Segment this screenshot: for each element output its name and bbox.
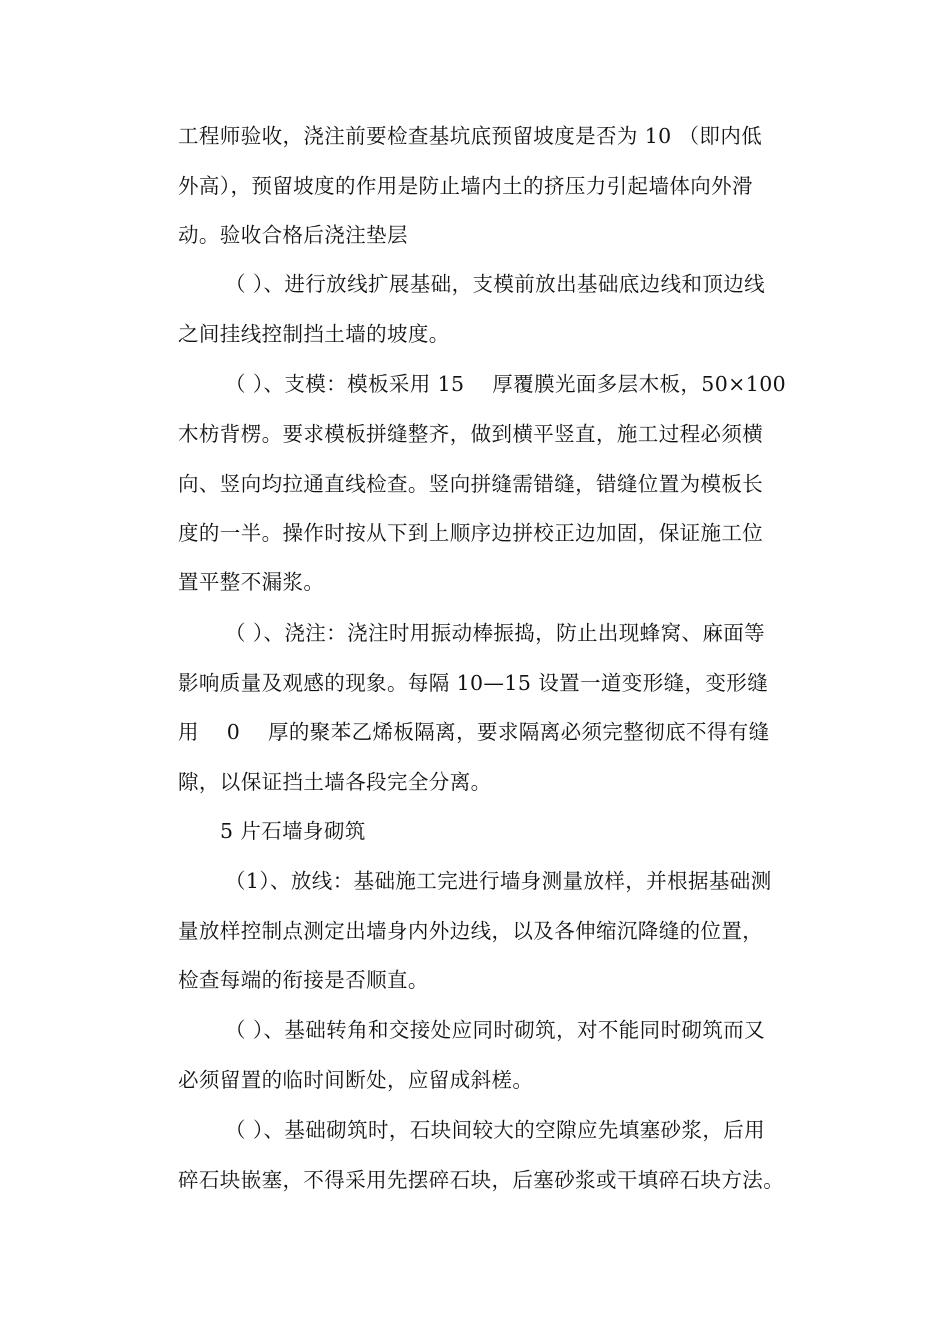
text-line: 检查每端的衔接是否顺直。 [178,968,429,992]
text-line: 动。验收合格后浇注垫层 [178,223,408,247]
text-line: 置平整不漏浆。 [178,570,325,594]
text-line: 必须留置的临时间断处，应留成斜槎。 [178,1068,534,1092]
text-line: 用 0 厚的聚苯乙烯板隔离，要求隔离必须完整彻底不得有缝 [178,720,770,744]
text-line: 外高），预留坡度的作用是防止墙内土的挤压力引起墙体向外滑 [178,174,753,198]
text-line: 影响质量及观感的现象。每隔 10—15 设置一道变形缝，变形缝 [178,671,769,695]
paragraph-start-line: （ ）、支模：模板采用 15 厚覆膜光面多层木板，50×100 [225,372,787,396]
text-line: 木枋背楞。要求模板拼缝整齐，做到横平竖直，施工过程必须横 [178,422,764,446]
paragraph-start-line: （1）、放线：基础施工完进行墙身测量放样，并根据基础测 [225,869,772,893]
text-line: 隙，以保证挡土墙各段完全分离。 [178,770,492,794]
text-line: 之间挂线控制挡土墙的坡度。 [178,322,450,346]
paragraph-start-line: （ ）、进行放线扩展基础，支模前放出基础底边线和顶边线 [225,272,766,296]
text-line: 向、竖向均拉通直线检查。竖向拼缝需错缝，错缝位置为模板长 [178,472,764,496]
paragraph-start-line: （ ）、基础砌筑时，石块间较大的空隙应先填塞砂浆，后用 [225,1118,766,1142]
paragraph-start-line: （ ）、基础转角和交接处应同时砌筑，对不能同时砌筑而又 [225,1018,766,1042]
text-line: 碎石块嵌塞，不得采用先摆碎石块，后塞砂浆或干填碎石块方法。 [178,1168,785,1192]
section-heading: 5 片石墙身砌筑 [220,819,366,843]
paragraph-start-line: （ ）、浇注：浇注时用振动棒振捣，防止出现蜂窝、麻面等 [225,621,766,645]
text-line: 工程师验收，浇注前要检查基坑底预留坡度是否为 10 （即内低 [178,124,763,148]
text-line: 量放样控制点测定出墙身内外边线，以及各伸缩沉降缝的位置， [178,919,764,943]
text-line: 度的一半。操作时按从下到上顺序边拼校正边加固，保证施工位 [178,521,764,545]
